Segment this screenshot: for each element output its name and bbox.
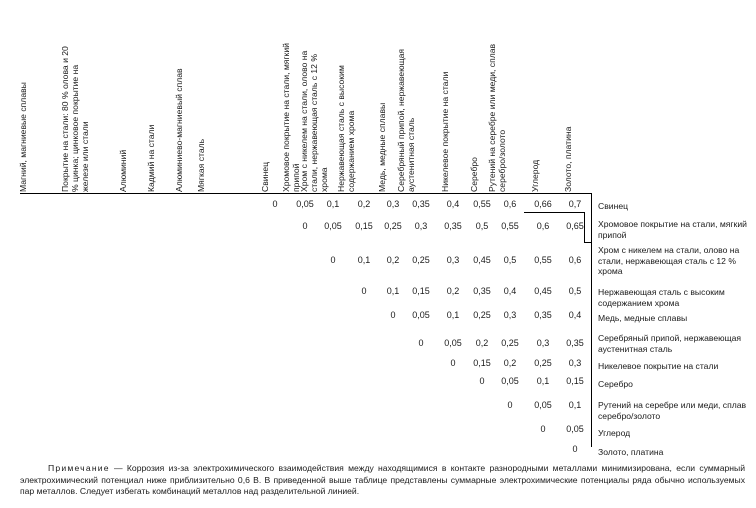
row-label: Серебряный припой, нержавеющая аустенитная сталь	[598, 333, 742, 354]
table-cell: 0,35	[444, 221, 462, 231]
header-underline	[20, 193, 592, 194]
table-cell: 0,35	[473, 286, 491, 296]
note-lead: Примечание	[48, 463, 110, 473]
table-cell: 0,15	[473, 358, 491, 368]
table-cell: 0,15	[412, 286, 430, 296]
table-cell: 0	[330, 255, 336, 265]
table-cell: 0,25	[412, 255, 430, 265]
table-cell: 0,1	[568, 400, 582, 410]
row-label: Рутений на серебре или меди, сплав серебро/золото	[598, 400, 747, 421]
table-cell: 0,1	[446, 310, 460, 320]
table-cell: 0,65	[566, 221, 584, 231]
table-cell: 0,2	[446, 286, 460, 296]
table-cell: 0,55	[501, 221, 519, 231]
table-cell: 0	[507, 400, 513, 410]
table-cell: 0,66	[534, 199, 552, 209]
row-label: Медь, медные сплавы	[598, 313, 688, 323]
table-cell: 0,05	[412, 310, 430, 320]
column-header: Золото, платина	[563, 126, 573, 192]
row-label: Свинец	[598, 201, 629, 211]
column-header: Никелевое покрытие на стали	[440, 71, 450, 192]
note-text: — Коррозия из-за электрохимического взаимодействия между находящимися в контакте разнородными металлами минимизирована, если суммарный электрохимический потенциал ниже приблизительно 0,6 В. В приведенной выше таблице представлены суммарные электрохимические потенциалы ряда обычно используемых пар металлов. Следует избегать комбинаций металлов над разделительной линией.	[20, 463, 745, 497]
table-cell: 0,25	[384, 221, 402, 231]
row-label-divider	[591, 193, 592, 447]
table-cell: 0,25	[501, 338, 519, 348]
table-cell: 0	[302, 221, 308, 231]
table-cell: 0,1	[326, 199, 340, 209]
table-cell: 0,45	[473, 255, 491, 265]
table-cell: 0,35	[566, 338, 584, 348]
table-cell: 0,05	[296, 199, 314, 209]
table-cell: 0,55	[534, 255, 552, 265]
row-label: Хром с никелем на стали, олово на стали, нержавеющая сталь с 12 % хрома	[598, 245, 740, 276]
column-header: Медь, медные сплавы	[377, 102, 387, 192]
column-header: Серебряный припой, нержавеющая аустенитная сталь	[396, 48, 416, 192]
note-paragraph	[20, 463, 745, 498]
table-cell: 0,05	[501, 376, 519, 386]
table-cell: 0,3	[536, 338, 550, 348]
table-cell: 0,1	[386, 286, 400, 296]
table-cell: 0,05	[444, 338, 462, 348]
table-cell: 0,2	[475, 338, 489, 348]
table-cell: 0,3	[568, 358, 582, 368]
table-cell: 0,55	[473, 199, 491, 209]
table-cell: 0,6	[536, 221, 550, 231]
separator-line-bottom	[584, 242, 592, 243]
row-label: Хромовое покрытие на стали, мягкий припой	[598, 219, 747, 240]
table-cell: 0,6	[503, 199, 517, 209]
table-cell: 0,4	[568, 310, 582, 320]
row-label: Серебро	[598, 379, 633, 389]
table-cell: 0,25	[473, 310, 491, 320]
column-header: Покрытие на стали: 80 % олова и 20 % цинка; цинковое покрытие на железе или стали	[60, 46, 90, 192]
table-cell: 0,05	[534, 400, 552, 410]
column-header: Серебро	[469, 157, 479, 192]
table-cell: 0,4	[503, 286, 517, 296]
column-header: Хромовое покрытие на стали, мягкий припой	[281, 43, 301, 192]
column-header: Мягкая сталь	[196, 138, 206, 192]
row-label: Углерод	[598, 428, 631, 438]
table-cell: 0,05	[566, 424, 584, 434]
column-header: Кадмий на стали	[146, 124, 156, 192]
table-cell: 0,15	[566, 376, 584, 386]
column-header: Углерод	[530, 159, 540, 192]
table-cell: 0	[272, 199, 278, 209]
column-header: Алюминий	[118, 149, 128, 192]
table-cell: 0,1	[357, 255, 371, 265]
table-cell: 0,15	[355, 221, 373, 231]
table-cell: 0,5	[503, 255, 517, 265]
table-cell: 0,1	[536, 376, 550, 386]
table-cell: 0,5	[475, 221, 489, 231]
row-label: Золото, платина	[598, 447, 664, 457]
column-header: Нержавеющая сталь с высоким содержанием хрома	[336, 65, 356, 192]
column-header: Хром с никелем на стали, олово на стали, нержавеющая сталь с 12 % хрома	[299, 50, 329, 192]
table-cell: 0	[479, 376, 485, 386]
row-label: Нержавеющая сталь с высоким содержанием хрома	[598, 287, 725, 308]
table-cell: 0	[572, 444, 578, 454]
separator-line-top	[524, 212, 584, 213]
table-cell: 0	[390, 310, 396, 320]
table-cell: 0,05	[324, 221, 342, 231]
table-cell: 0,45	[534, 286, 552, 296]
table-cell: 0,35	[412, 199, 430, 209]
table-cell: 0,5	[568, 286, 582, 296]
table-cell: 0,2	[503, 358, 517, 368]
table-cell: 0,2	[357, 199, 371, 209]
table-cell: 0,35	[534, 310, 552, 320]
row-label: Никелевое покрытие на стали	[598, 361, 719, 371]
table-note	[20, 463, 745, 498]
table-cell: 0	[418, 338, 424, 348]
table-cell: 0,3	[503, 310, 517, 320]
column-header: Рутений на серебре или меди, сплав серебро/золото	[487, 43, 507, 192]
table-cell: 0,3	[386, 199, 400, 209]
table-cell: 0	[361, 286, 367, 296]
table-cell: 0,25	[534, 358, 552, 368]
column-header: Алюминиево-магниевый сплав	[174, 68, 184, 192]
table-cell: 0,4	[446, 199, 460, 209]
table-cell: 0	[540, 424, 546, 434]
table-cell: 0,2	[386, 255, 400, 265]
table-cell: 0,3	[414, 221, 428, 231]
column-header: Свинец	[260, 161, 270, 192]
table-cell: 0,7	[568, 199, 582, 209]
column-header: Магний, магниевые сплавы	[18, 82, 28, 192]
table-cell: 0,6	[568, 255, 582, 265]
table-cell: 0,3	[446, 255, 460, 265]
table-cell: 0	[450, 358, 456, 368]
